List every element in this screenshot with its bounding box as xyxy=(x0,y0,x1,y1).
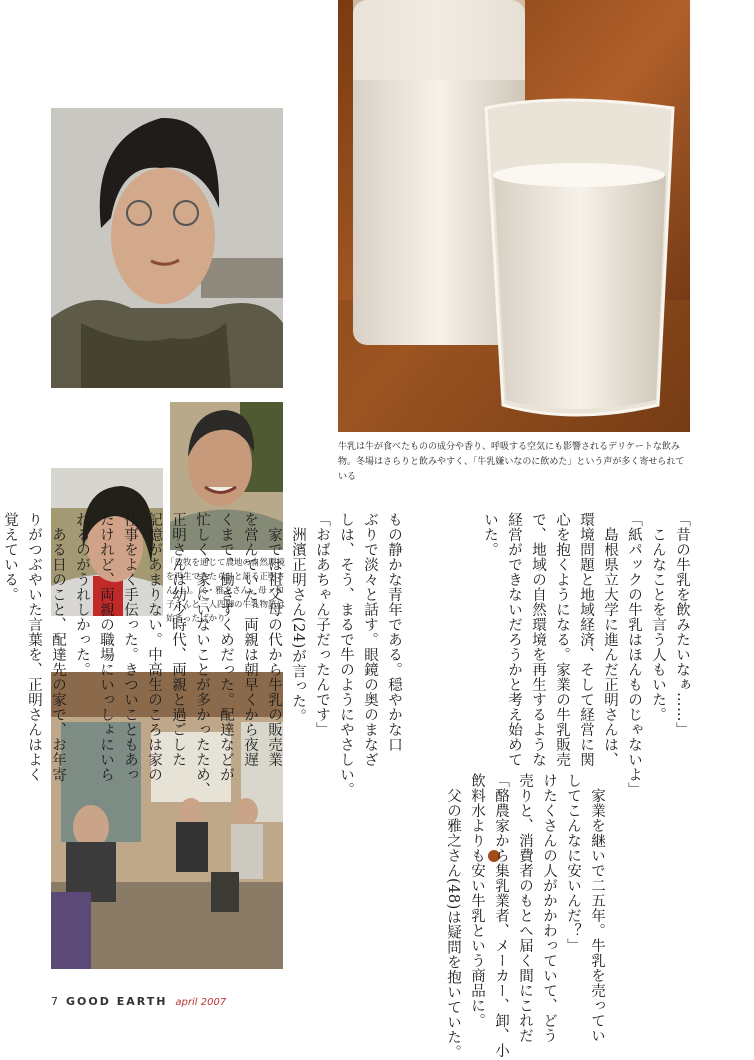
young-man-portrait xyxy=(51,108,283,388)
article-line: れるのがうれしかった。 xyxy=(74,512,90,677)
article-line: 正明さんは幼少時代、両親と過ごした xyxy=(170,512,186,767)
article-line: 経営ができないだろうかと考え始めて xyxy=(506,512,522,767)
magazine-title: GOOD EARTH xyxy=(66,995,168,1008)
article-line: けたくさんの人がかかわっていて、どう xyxy=(541,773,557,1043)
article-line: 島根県立大学に進んだ正明さんは、 xyxy=(602,512,618,767)
article-line: 環境問題と地域経済、そして経営に関 xyxy=(578,512,594,767)
article-line: 「紙パックの牛乳はほんものじゃないよ」 xyxy=(626,512,642,797)
article-line: 記憶があまりない。中高生のころは家の xyxy=(146,512,162,782)
article-line: りがつぶやいた言葉を、正明さんはよく xyxy=(26,512,42,782)
article-line: 「昔の牛乳を飲みたいなぁ……」 xyxy=(674,512,690,737)
article-line: もの静かな青年である。穏やかな口 xyxy=(386,512,402,752)
article-line: ある日のこと、配達先の家で、お年寄 xyxy=(50,512,66,782)
article-line: で、地域の自然環境を再生するような xyxy=(530,512,546,767)
page-number: 7 xyxy=(51,995,58,1008)
article-line: を営んでいた。両親は朝早くから夜遅 xyxy=(242,512,258,767)
article-line: 家業を継いで二五年。牛乳を売ってい xyxy=(589,773,605,1043)
article-line: 洲濱正明さん(24)が言った。 xyxy=(290,512,306,724)
article-line: 「酪農家から集乳業者、メーカー、卸、小 xyxy=(493,773,509,1058)
milk-photo-caption: 牛乳は牛が食べたものの成分や香り、呼吸する空気にも影響されるデリケートな飲み物。冬場はさらりと飲みやすく、「牛乳嫌いなのに飲めた」という声が多く寄せられている xyxy=(338,442,685,482)
article-line: 忙しく、家にいないことが多かったため、 xyxy=(194,512,210,797)
article-line: こんなことを言う人もいた。 xyxy=(650,512,666,722)
page-footer xyxy=(51,995,226,1008)
portrait-photo-caption: 「放牧を通じて農地の自然環境を再生できたら」と語る正明さん(上)。父・雅之さん、母・和子さんと三人四脚の牛乳物語は始まったばかり xyxy=(166,558,286,624)
issue-date: april 2007 xyxy=(175,997,227,1008)
article-line: いた。 xyxy=(482,512,498,557)
article-line: 「おばあちゃん子だったんです」 xyxy=(314,512,330,737)
article-line: 覚えている。 xyxy=(2,512,18,602)
article-line: 心を抱くようになる。家業の牛乳販売 xyxy=(554,512,570,767)
article-line: たけれど、両親の職場にいっしょにいら xyxy=(98,512,114,782)
article-body-lower xyxy=(441,773,609,1060)
milk-glass-photo xyxy=(338,0,690,432)
article-body-upper xyxy=(0,512,694,797)
article-line: しは、そう、まるで牛のようにやさしい。 xyxy=(338,512,354,797)
article-line xyxy=(406,512,430,777)
article-line: 売りと、消費者のもとへ届く間にこれだ xyxy=(517,773,533,1043)
article-line: 仕事をよく手伝った。きついこともあっ xyxy=(122,512,138,782)
article-line xyxy=(430,512,454,777)
article-line: 父の雅之さん(48)は疑問を抱いていた。 xyxy=(445,773,461,1060)
article-line: 家では祖父母の代から牛乳の販売業 xyxy=(266,512,282,767)
article-line xyxy=(454,512,478,777)
article-line: 飲料水よりも安い牛乳という商品に。 xyxy=(469,773,485,1028)
article-line: してこんなに安いんだ？」 xyxy=(565,773,581,953)
article-line: ぶりで淡々と話す。眼鏡の奥のまなざ xyxy=(362,512,378,767)
article-line: くまで、働きずくめだった。配達などが xyxy=(218,512,234,782)
